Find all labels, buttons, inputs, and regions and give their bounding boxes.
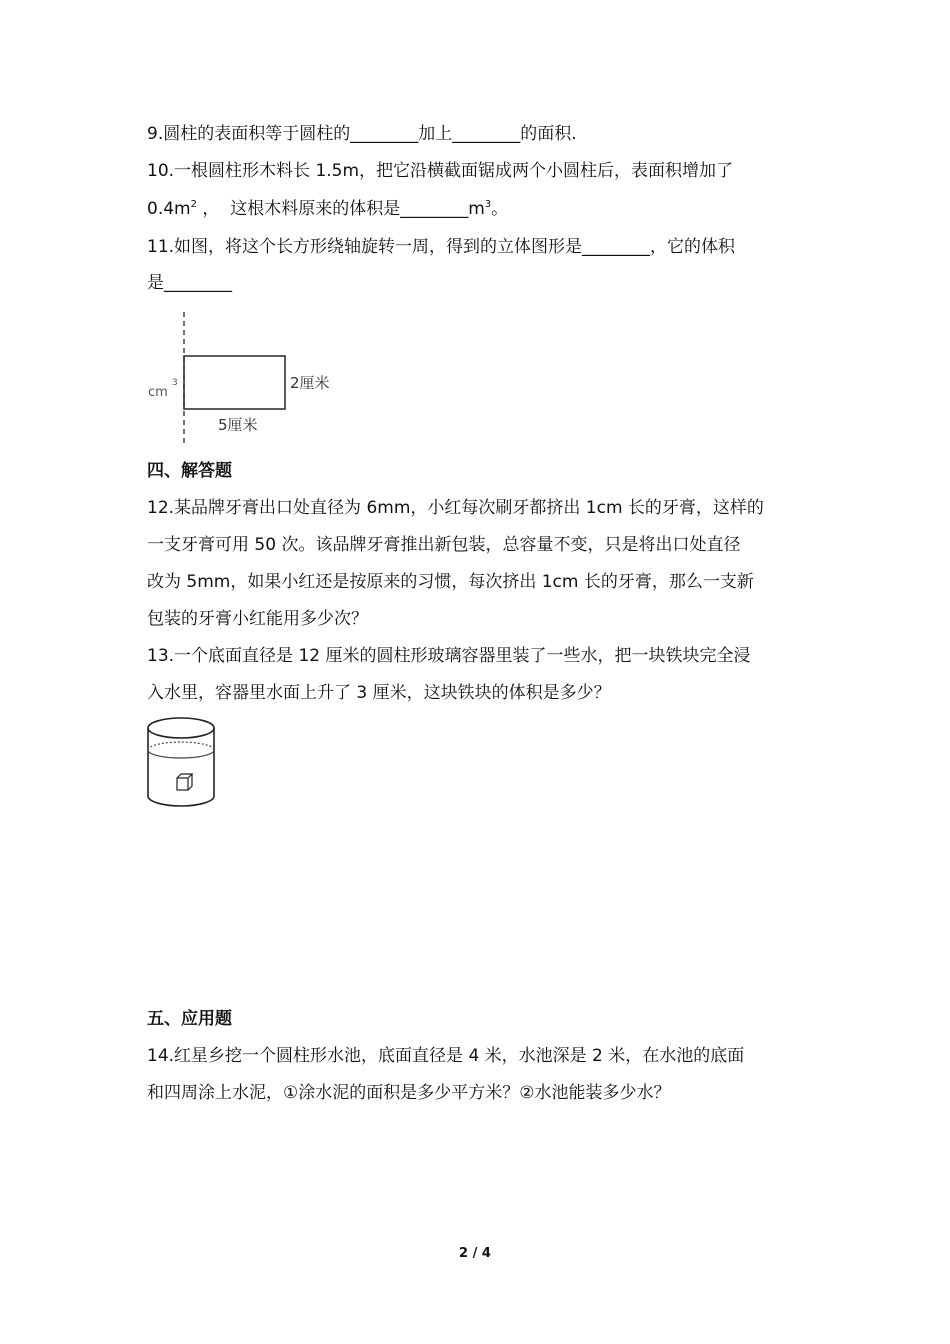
q12-line1: 12.某品牌牙膏出口处直径为 6mm，小红每次刷牙都挤出 1cm 长的牙膏，这样的 [147,498,764,518]
q12-line2: 一支牙膏可用 50 次。该品牌牙膏推出新包装，总容量不变，只是将出口处直径 [147,535,741,555]
cylinder-bottom [148,796,214,806]
q14-line1: 14.红星乡挖一个圆柱形水池，底面直径是 4 米，水池深是 2 米，在水池的底面 [147,1046,745,1066]
cylinder-top [148,718,214,738]
q10-line1: 10.一根圆柱形木料长 1.5m，把它沿横截面锯成两个小圆柱后，表面积增加了 [147,161,734,181]
figure-unit-label: cm [148,385,168,400]
q12-line4: 包装的牙膏小红能用多少次？ [147,609,368,629]
q12-line3: 改为 5mm，如果小红还是按原来的习惯，每次挤出 1cm 长的牙膏，那么一支新 [147,572,754,592]
q11-line1: 11.如图，将这个长方形绕轴旋转一周，得到的立体图形是________，它的体积 [147,237,736,257]
water-surface-back [148,742,214,750]
water-surface-front [148,750,214,758]
iron-block-icon [177,774,192,790]
section-5-heading: 五、应用题 [147,1009,232,1029]
q13-line2: 入水里，容器里水面上升了 3 厘米，这块铁块的体积是多少？ [147,683,611,703]
rectangle-shape [184,356,285,409]
q11-line2: 是________ [147,273,232,293]
figure-unit-sup: 3 [172,378,178,388]
q9-text: 9.圆柱的表面积等于圆柱的________加上________的面积. [147,124,577,144]
rectangle-rotation-figure [140,308,350,448]
page-number: 2 / 4 [459,1246,491,1261]
q14-line2: 和四周涂上水泥，①涂水泥的面积是多少平方米？②水池能装多少水？ [147,1083,671,1103]
figure-side-label: 2厘米 [290,374,330,392]
q13-line1: 13.一个底面直径是 12 厘米的圆柱形玻璃容器里装了一些水，把一块铁块完全浸 [147,646,751,666]
q10-line2: $0.4m^2$ ， 这根木料原来的体积是$\_\_\_\_\_\_\_\_m^3$。 [147,199,509,219]
section-4-heading: 四、解答题 [147,461,232,481]
figure-bottom-label: 5厘米 [218,416,258,434]
cylinder-container-figure [142,712,222,810]
